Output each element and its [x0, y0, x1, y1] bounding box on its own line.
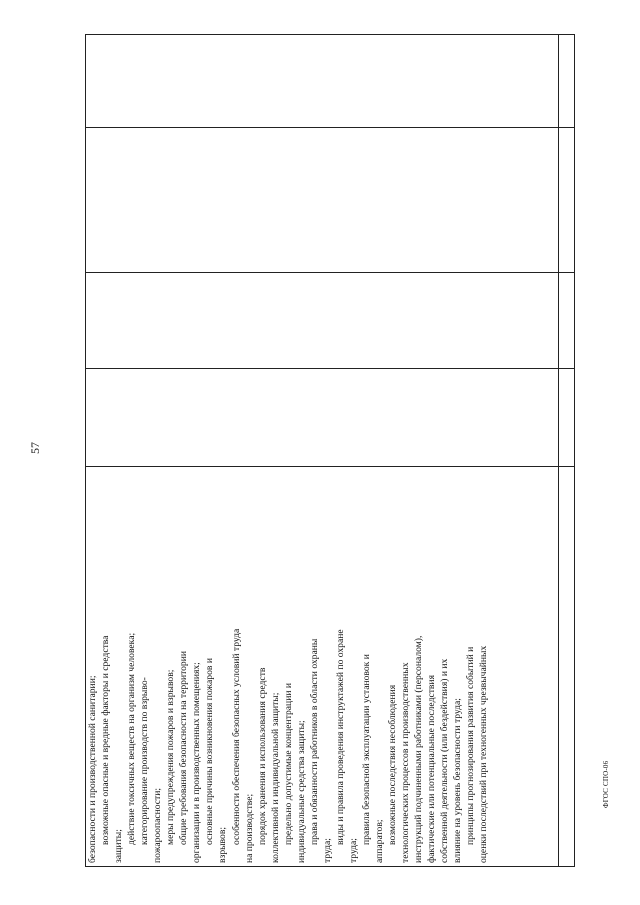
table-divider — [85, 127, 575, 128]
text-line: категорирование производств по взрыво- — [139, 677, 151, 845]
text-line: пожароопасности; — [152, 787, 164, 863]
table-frame — [85, 34, 575, 867]
text-line: труда; — [321, 838, 333, 863]
text-line: возможные опасные и вредные факторы и средства — [100, 635, 112, 845]
text-line: особенности обеспечения безопасных условий труда — [230, 628, 242, 845]
text-line: защиты; — [113, 829, 125, 863]
text-line: оценки последствий при техногенных чрезвычайных — [478, 645, 490, 863]
text-line: правила безопасной эксплуатации установок и — [360, 654, 372, 845]
text-line: действие токсичных веществ на организм человека; — [126, 632, 138, 845]
text-line: труда; — [347, 838, 359, 863]
text-line: принципы прогнозирования развития событий и — [465, 646, 477, 845]
text-line: влияние на уровень безопасности труда; — [452, 698, 464, 863]
text-line: инструкций подчиненными работниками (персоналом), — [413, 635, 425, 863]
text-line: предельно допустимые концентрации и — [282, 683, 294, 845]
text-line: права и обязанности работников в области охраны — [308, 638, 320, 845]
text-line: порядок хранения и использования средств — [256, 667, 268, 845]
text-line: виды и правила проведения инструктажей по охране — [334, 629, 346, 845]
requirements-text — [85, 466, 558, 867]
text-line: коллективной и индивидуальной защиты; — [269, 692, 281, 863]
text-line: меры предупреждения пожаров и взрывов; — [165, 669, 177, 845]
text-line: аппаратов; — [374, 819, 386, 863]
text-line: взрывов; — [217, 826, 229, 863]
text-line: на производстве; — [243, 793, 255, 863]
table-content-cell — [85, 466, 558, 867]
text-line: возможные последствия несоблюдения — [387, 684, 399, 845]
table-divider — [85, 368, 575, 369]
text-line: основные причины возникновения пожаров и — [204, 658, 216, 845]
text-line: собственной деятельности (или бездействия) и их — [439, 658, 451, 863]
table-divider — [558, 34, 559, 867]
footer-code: ФГОС СПО-06 — [602, 760, 610, 808]
text-line: безопасности и производственной санитарии; — [87, 675, 98, 863]
text-line: фактические или потенциальные последствия — [426, 675, 438, 863]
text-line: технологических процессов и производственных — [400, 662, 412, 863]
page-number: 57 — [28, 442, 42, 454]
table-divider — [85, 272, 575, 273]
text-line: индивидуальные средства защиты; — [295, 720, 307, 863]
text-line: общие требования безопасности на территории — [178, 650, 190, 845]
text-line: организации и в производственных помещениях; — [191, 662, 203, 863]
